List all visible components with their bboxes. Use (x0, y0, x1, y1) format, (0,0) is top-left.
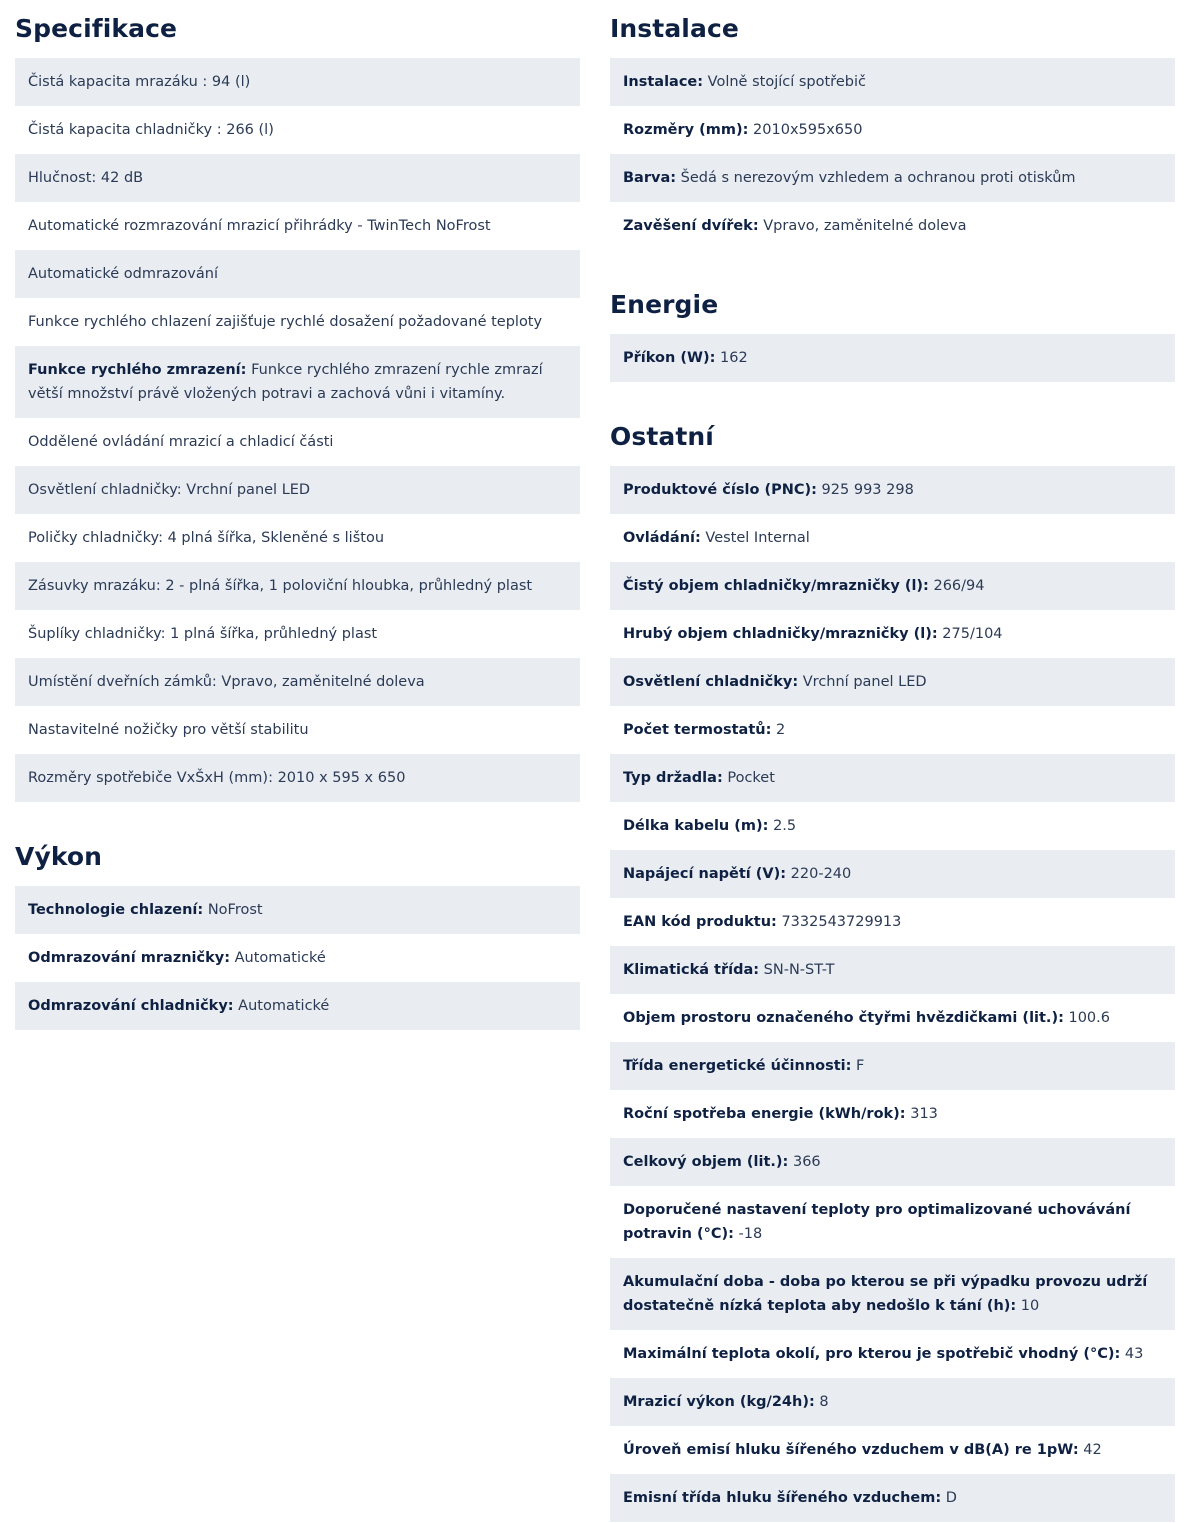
right-column (610, 0, 1175, 1522)
spec-row (610, 1090, 1175, 1138)
spec-row (610, 562, 1175, 610)
spec-label: Instalace: (623, 74, 704, 90)
spec-row (610, 802, 1175, 850)
spec-row (15, 58, 580, 106)
spec-value: 162 (715, 350, 748, 366)
spec-label: Čistý objem chladničky/mrazničky (l): (623, 578, 929, 594)
spec-row (15, 418, 580, 466)
spec-value: Pocket (722, 770, 775, 786)
spec-value: 366 (788, 1154, 821, 1170)
spec-label: Příkon (W): (623, 350, 716, 366)
spec-label: Typ držadla: (623, 770, 723, 786)
spec-value: 43 (1120, 1346, 1144, 1362)
spec-row (610, 706, 1175, 754)
spec-row (15, 106, 580, 154)
spec-value: Vrchní panel LED (798, 674, 927, 690)
spec-value: Automatické (230, 950, 326, 966)
spec-label: Osvětlení chladničky: (623, 674, 799, 690)
spec-list-specifikace (15, 58, 580, 802)
spec-value: 2010x595x650 (748, 122, 863, 138)
spec-row (15, 934, 580, 982)
spec-row (610, 1378, 1175, 1426)
spec-label: Roční spotřeba energie (kWh/rok): (623, 1106, 906, 1122)
spec-value: Rozměry spotřebiče VxŠxH (mm): 2010 x 595 x 650 (28, 770, 406, 786)
spec-value: -18 (733, 1226, 763, 1242)
spec-row (610, 658, 1175, 706)
spec-row (15, 754, 580, 802)
spec-list-energie (610, 334, 1175, 382)
spec-value: Čistá kapacita mrazáku : 94 (l) (28, 74, 251, 90)
spec-label: Akumulační doba - doba po kterou se při výpadku provozu udrží dostatečně nízká teplota aby nedošlo k tání (h): (623, 1274, 1148, 1314)
spec-row (15, 154, 580, 202)
spec-row (610, 1474, 1175, 1522)
spec-label: Objem prostoru označeného čtyřmi hvězdičkami (lit.): (623, 1010, 1064, 1026)
spec-label: Technologie chlazení: (28, 902, 204, 918)
spec-value: Nastavitelné nožičky pro větší stabilitu (28, 722, 309, 738)
spec-row (610, 994, 1175, 1042)
spec-row (610, 1042, 1175, 1090)
spec-label: Počet termostatů: (623, 722, 772, 738)
spec-value: Čistá kapacita chladničky : 266 (l) (28, 122, 274, 138)
spec-list-vykon (15, 886, 580, 1030)
spec-value: SN-N-ST-T (759, 962, 835, 978)
spec-value: 2 (771, 722, 786, 738)
spec-row (15, 562, 580, 610)
spec-label: Rozměry (mm): (623, 122, 749, 138)
spec-row (610, 850, 1175, 898)
spec-row (610, 514, 1175, 562)
spec-label: EAN kód produktu: (623, 914, 777, 930)
spec-label: Klimatická třída: (623, 962, 760, 978)
spec-row (610, 106, 1175, 154)
spec-label: Hrubý objem chladničky/mrazničky (l): (623, 626, 938, 642)
spec-row (610, 334, 1175, 382)
spec-row (610, 466, 1175, 514)
spec-row (15, 610, 580, 658)
section-gap (610, 250, 1175, 276)
spec-row (610, 202, 1175, 250)
spec-row (610, 1258, 1175, 1330)
spec-label: Barva: (623, 170, 677, 186)
spec-row (610, 610, 1175, 658)
spec-value: 100.6 (1063, 1010, 1110, 1026)
spec-value: 266/94 (928, 578, 985, 594)
spec-value: 925 993 298 (816, 482, 914, 498)
spec-label: Délka kabelu (m): (623, 818, 769, 834)
spec-row (15, 514, 580, 562)
spec-row (610, 898, 1175, 946)
section-gap (610, 382, 1175, 408)
spec-row (610, 1138, 1175, 1186)
spec-row (610, 1426, 1175, 1474)
left-column (15, 0, 580, 1030)
spec-label: Zavěšení dvířek: (623, 218, 759, 234)
spec-row (15, 250, 580, 298)
section-title-vykon: Výkon (15, 842, 103, 871)
spec-label: Třída energetické účinnosti: (623, 1058, 852, 1074)
spec-label: Odmrazování chladničky: (28, 998, 234, 1014)
spec-row (15, 658, 580, 706)
spec-value: Umístění dveřních zámků: Vpravo, zaměnitelné doleva (28, 674, 425, 690)
section-gap (15, 802, 580, 828)
spec-label: Emisní třída hluku šířeného vzduchem: (623, 1490, 942, 1506)
section-title-ostatni: Ostatní (610, 422, 714, 451)
spec-value: F (851, 1058, 865, 1074)
spec-value: Automatické odmrazování (28, 266, 218, 282)
spec-value: NoFrost (203, 902, 263, 918)
spec-value: 7332543729913 (776, 914, 902, 930)
spec-label: Maximální teplota okolí, pro kterou je spotřebič vhodný (°C): (623, 1346, 1121, 1362)
spec-value: Automatické rozmrazování mrazicí přihrádky - TwinTech NoFrost (28, 218, 491, 234)
spec-row (610, 58, 1175, 106)
spec-value: Oddělené ovládání mrazicí a chladicí části (28, 434, 334, 450)
spec-label: Doporučené nastavení teploty pro optimalizované uchovávání potravin (°C): (623, 1202, 1131, 1242)
spec-list-instalace (610, 58, 1175, 250)
spec-row (15, 706, 580, 754)
section-title-instalace: Instalace (610, 14, 739, 43)
spec-label: Odmrazování mrazničky: (28, 950, 230, 966)
spec-value: Hlučnost: 42 dB (28, 170, 144, 186)
spec-value: Osvětlení chladničky: Vrchní panel LED (28, 482, 311, 498)
spec-value: Automatické (233, 998, 330, 1014)
spec-value: Vpravo, zaměnitelné doleva (758, 218, 967, 234)
spec-value: Šedá s nerezovým vzhledem a ochranou proti otiskům (676, 170, 1076, 186)
spec-value: Zásuvky mrazáku: 2 - plná šířka, 1 poloviční hloubka, průhledný plast (28, 578, 533, 594)
spec-row (15, 466, 580, 514)
spec-value: Funkce rychlého chlazení zajišťuje rychlé dosažení požadované teploty (28, 314, 543, 330)
spec-label: Celkový objem (lit.): (623, 1154, 789, 1170)
spec-value: Šuplíky chladničky: 1 plná šířka, průhledný plast (28, 626, 378, 642)
spec-label: Produktové číslo (PNC): (623, 482, 817, 498)
spec-label: Napájecí napětí (V): (623, 866, 787, 882)
spec-row (15, 298, 580, 346)
spec-label: Funkce rychlého zmrazení: (28, 362, 247, 378)
spec-row (610, 1330, 1175, 1378)
spec-label: Mrazicí výkon (kg/24h): (623, 1394, 815, 1410)
spec-value: 220-240 (786, 866, 852, 882)
spec-value: Poličky chladničky: 4 plná šířka, Skleněné s lištou (28, 530, 385, 546)
spec-row (15, 202, 580, 250)
spec-row (15, 346, 580, 418)
section-title-energie: Energie (610, 290, 719, 319)
spec-value: 10 (1016, 1298, 1040, 1314)
spec-value: Funkce rychlého zmrazení rychle zmrazí větší množství právě vložených potravi a zachová vůni i vitamíny. (28, 362, 543, 402)
spec-row (15, 886, 580, 934)
spec-value: 313 (905, 1106, 938, 1122)
spec-value: Volně stojící spotřebič (703, 74, 866, 90)
section-title-specifikace: Specifikace (15, 14, 178, 43)
spec-row (610, 754, 1175, 802)
spec-value: 275/104 (937, 626, 1003, 642)
spec-row (610, 946, 1175, 994)
spec-row (15, 982, 580, 1030)
spec-label: Ovládání: (623, 530, 701, 546)
spec-value: Vestel Internal (700, 530, 810, 546)
spec-value: 8 (814, 1394, 829, 1410)
spec-value: 42 (1078, 1442, 1102, 1458)
spec-value: 2.5 (768, 818, 797, 834)
spec-row (610, 1186, 1175, 1258)
spec-label: Úroveň emisí hluku šířeného vzduchem v dB(A) re 1pW: (623, 1442, 1079, 1458)
spec-value: D (941, 1490, 957, 1506)
spec-list-ostatni (610, 466, 1175, 1522)
spec-row (610, 154, 1175, 202)
